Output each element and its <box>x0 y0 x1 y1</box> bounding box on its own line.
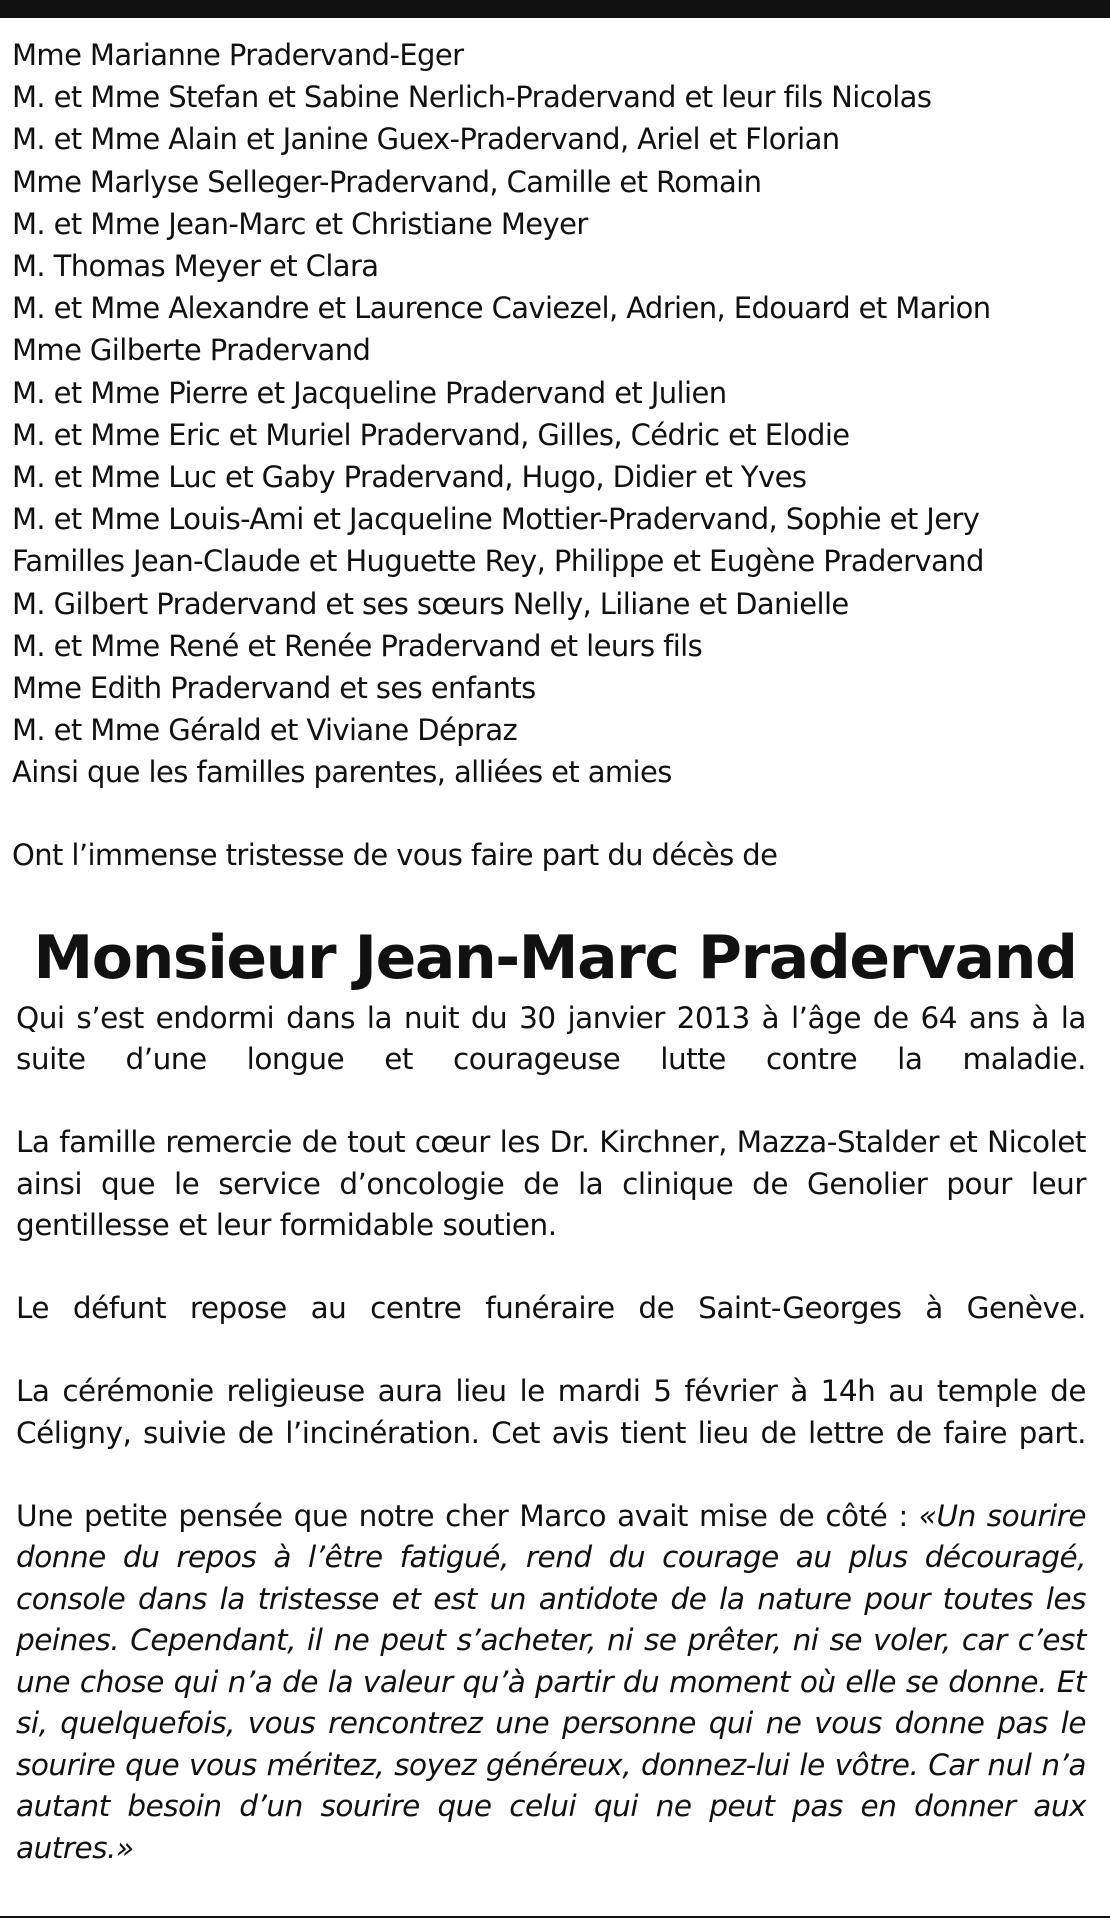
family-list-item: Mme Edith Pradervand et ses enfants <box>12 671 536 706</box>
family-list-item: M. et Mme Stefan et Sabine Nerlich-Pradervand et leur fils Nicolas <box>12 80 932 115</box>
notice-body <box>16 998 1086 1870</box>
family-list-item: Mme Marlyse Selleger-Pradervand, Camille et Romain <box>12 164 762 199</box>
paragraph-spacer <box>16 1247 1086 1289</box>
thought-paragraph <box>16 1496 1086 1870</box>
rest-paragraph: Le défunt repose au centre funéraire de Saint-Georges à Genève. <box>16 1291 1086 1326</box>
thanks-paragraph: La famille remercie de tout cœur les Dr. Kirchner, Mazza-Stalder et Nicolet ainsi que le service d’oncologie de la clinique de Genolier pour leur gentillesse et leur formidable soutien. <box>16 1125 1086 1243</box>
paragraph-spacer <box>16 1454 1086 1496</box>
family-list-item: M. et Mme Gérald et Viviane Dépraz <box>12 713 518 748</box>
family-list-item: Ainsi que les familles parentes, alliées et amies <box>12 755 672 790</box>
family-list-item: M. et Mme Eric et Muriel Pradervand, Gilles, Cédric et Elodie <box>12 417 850 452</box>
thought-intro: Une petite pensée que notre cher Marco avait mise de côté : <box>16 1498 919 1533</box>
ceremony-paragraph: La cérémonie religieuse aura lieu le mardi 5 février à 14h au temple de Céligny, suivie de l’incinération. Cet avis tient lieu de lettre de faire part. <box>16 1374 1086 1450</box>
obituary-notice <box>0 34 1110 1869</box>
thought-quote: «Un sourire donne du repos à l’être fatigué, rend du courage au plus découragé, console dans la tristesse et est un antidote de la nature pour toutes les peines. Cependant, il ne peut s’acheter, ni se prêter, ni se voler, car c’est une chose qui n’a de la valeur qu’à partir du moment où elle se donne. Et si, quelquefois, vous rencontrez une personne qui ne vous donne pas le sourire que vous méritez, soyez généreux, donnez-lui le vôtre. Car nul n’a autant besoin d’un sourire que celui qui ne peut pas en donner aux autres.» <box>16 1498 1087 1865</box>
family-list-item: M. Gilbert Pradervand et ses sœurs Nelly, Liliane et Danielle <box>12 586 849 621</box>
family-list-item: M. et Mme René et Renée Pradervand et leurs fils <box>12 628 703 663</box>
family-list-item: M. et Mme Alain et Janine Guex-Pradervand, Ariel et Florian <box>12 122 840 157</box>
family-list-item: M. et Mme Louis-Ami et Jacqueline Mottier-Pradervand, Sophie et Jery <box>12 502 980 537</box>
family-list-item: M. et Mme Luc et Gaby Pradervand, Hugo, Didier et Yves <box>12 460 807 495</box>
passing-paragraph: Qui s’est endormi dans la nuit du 30 janvier 2013 à l’âge de 64 ans à la suite d’une longue et courageuse lutte contre la maladie. <box>16 1000 1086 1077</box>
family-list-item: M. et Mme Jean-Marc et Christiane Meyer <box>12 206 588 241</box>
paragraph-spacer <box>16 1081 1086 1123</box>
family-list-item: M. Thomas Meyer et Clara <box>12 249 379 284</box>
top-border-rule <box>0 0 1110 18</box>
bottom-border-rule <box>0 1916 1110 1918</box>
family-list <box>0 34 1110 794</box>
announcement-text: Ont l’immense tristesse de vous faire part du décès de <box>12 837 778 872</box>
family-list-item: Familles Jean-Claude et Huguette Rey, Philippe et Eugène Pradervand <box>12 544 984 579</box>
family-list-item: M. et Mme Pierre et Jacqueline Pradervand et Julien <box>12 375 727 410</box>
paragraph-spacer <box>16 1330 1086 1372</box>
family-list-item: M. et Mme Alexandre et Laurence Caviezel, Adrien, Edouard et Marion <box>12 291 991 326</box>
family-list-item: Mme Marianne Pradervand-Eger <box>12 38 464 72</box>
family-list-item: Mme Gilberte Pradervand <box>12 333 371 368</box>
deceased-name-heading: Monsieur Jean-Marc Pradervand <box>33 922 1077 993</box>
